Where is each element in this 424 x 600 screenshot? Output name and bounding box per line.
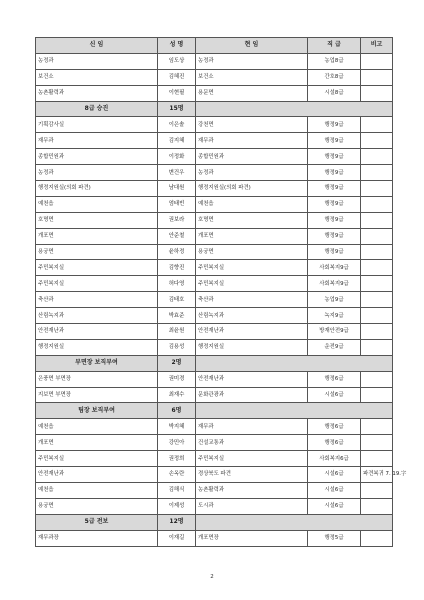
new-post-cell: 행정지원실(의회 파견) xyxy=(36,181,158,197)
note-cell xyxy=(361,260,393,276)
note-cell: 파견복귀 7. 19.字 xyxy=(361,467,393,483)
note-cell xyxy=(361,133,393,149)
new-post-cell: 예천읍 xyxy=(36,482,158,498)
rank-cell: 행정9급 xyxy=(308,165,361,181)
new-post-cell: 지보면 부면장 xyxy=(36,387,158,403)
section-title: 부면장 보직부여 xyxy=(36,355,158,371)
current-post-cell: 재무과 xyxy=(196,419,308,435)
rank-cell: 행정9급 xyxy=(308,228,361,244)
new-post-cell: 은풍면 부면장 xyxy=(36,371,158,387)
table-row xyxy=(36,212,393,228)
roster-body xyxy=(36,53,407,546)
table-row xyxy=(36,339,393,355)
section-header-row xyxy=(36,403,393,419)
table-row xyxy=(36,69,393,85)
table-row xyxy=(36,435,393,451)
section-filler xyxy=(196,101,393,117)
note-cell xyxy=(361,276,393,292)
person-name-cell: 이현필 xyxy=(158,85,196,101)
note-cell xyxy=(361,498,393,514)
person-name-cell: 엄태빈 xyxy=(158,196,196,212)
table-row xyxy=(36,308,393,324)
new-post-cell: 기획감사실 xyxy=(36,117,158,133)
table-row xyxy=(36,260,393,276)
current-post-cell: 보건소 xyxy=(196,69,308,85)
current-post-cell: 개포면 xyxy=(196,228,308,244)
note-cell xyxy=(361,69,393,85)
table-row xyxy=(36,292,393,308)
person-name-cell: 박효준 xyxy=(158,308,196,324)
table-row xyxy=(36,324,393,340)
note-cell xyxy=(361,308,393,324)
rank-cell: 사회복지6급 xyxy=(308,451,361,467)
new-post-cell: 주민복지실 xyxy=(36,451,158,467)
current-post-cell: 재무과 xyxy=(196,133,308,149)
table-row xyxy=(36,530,393,546)
section-header-row xyxy=(36,101,393,117)
new-post-cell: 예천읍 xyxy=(36,419,158,435)
section-count: 12명 xyxy=(158,514,196,530)
person-name-cell: 최윤원 xyxy=(158,324,196,340)
current-post-cell: 농정과 xyxy=(196,165,308,181)
section-title: 팀장 보직부여 xyxy=(36,403,158,419)
rank-cell: 행정9급 xyxy=(308,181,361,197)
new-post-cell: 농촌활력과 xyxy=(36,85,158,101)
header-rank: 직 급 xyxy=(308,38,361,54)
person-name-cell: 김태호 xyxy=(158,292,196,308)
note-cell xyxy=(361,85,393,101)
header-note: 비고 xyxy=(361,38,393,54)
table-row xyxy=(36,117,393,133)
table-row xyxy=(36,181,393,197)
note-cell xyxy=(361,117,393,133)
rank-cell: 행정9급 xyxy=(308,196,361,212)
current-post-cell: 종합민원과 xyxy=(196,149,308,165)
table-row xyxy=(36,276,393,292)
new-post-cell: 예천읍 xyxy=(36,196,158,212)
person-name-cell: 이정화 xyxy=(158,149,196,165)
note-cell xyxy=(361,292,393,308)
section-header-row xyxy=(36,514,393,530)
new-post-cell: 주민복지실 xyxy=(36,276,158,292)
new-post-cell: 주민복지실 xyxy=(36,260,158,276)
current-post-cell: 농정과 xyxy=(196,53,308,69)
rank-cell: 행정9급 xyxy=(308,212,361,228)
rank-cell: 행정6급 xyxy=(308,419,361,435)
new-post-cell: 재무과장 xyxy=(36,530,158,546)
section-count: 15명 xyxy=(158,101,196,117)
rank-cell: 녹지9급 xyxy=(308,308,361,324)
new-post-cell: 보건소 xyxy=(36,69,158,85)
section-title: 8급 승진 xyxy=(36,101,158,117)
section-title: 5급 전보 xyxy=(36,514,158,530)
table-row xyxy=(36,228,393,244)
new-post-cell: 호명면 xyxy=(36,212,158,228)
person-name-cell: 박지혜 xyxy=(158,419,196,435)
current-post-cell: 주민복지실 xyxy=(196,276,308,292)
new-post-cell: 종합민원과 xyxy=(36,149,158,165)
current-post-cell: 용궁면 xyxy=(196,244,308,260)
rank-cell: 행정9급 xyxy=(308,149,361,165)
rank-cell: 행정9급 xyxy=(308,133,361,149)
person-name-cell: 남대원 xyxy=(158,181,196,197)
new-post-cell: 개포면 xyxy=(36,435,158,451)
person-name-cell: 김향진 xyxy=(158,260,196,276)
table-row xyxy=(36,196,393,212)
person-name-cell: 임도상 xyxy=(158,53,196,69)
current-post-cell: 문화관광과 xyxy=(196,387,308,403)
current-post-cell: 강천면 xyxy=(196,117,308,133)
new-post-cell: 안전재난과 xyxy=(36,324,158,340)
person-name-cell: 윤하정 xyxy=(158,244,196,260)
new-post-cell: 용궁면 xyxy=(36,498,158,514)
current-post-cell: 건설교통과 xyxy=(196,435,308,451)
section-header-row xyxy=(36,355,393,371)
person-name-cell: 권정희 xyxy=(158,451,196,467)
rank-cell: 간호8급 xyxy=(308,69,361,85)
rank-cell: 시설8급 xyxy=(308,85,361,101)
new-post-cell: 산림녹지과 xyxy=(36,308,158,324)
rank-cell: 시설6급 xyxy=(308,387,361,403)
table-row xyxy=(36,419,393,435)
current-post-cell: 호명면 xyxy=(196,212,308,228)
note-cell xyxy=(361,530,393,546)
table-row xyxy=(36,133,393,149)
note-cell xyxy=(361,451,393,467)
table-row xyxy=(36,371,393,387)
current-post-cell: 주민복지실 xyxy=(196,451,308,467)
section-filler xyxy=(196,355,393,371)
current-post-cell: 축산과 xyxy=(196,292,308,308)
table-row xyxy=(36,244,393,260)
rank-cell: 방재안전9급 xyxy=(308,324,361,340)
new-post-cell: 안전재난과 xyxy=(36,467,158,483)
rank-cell: 시설6급 xyxy=(308,482,361,498)
current-post-cell: 안전재난과 xyxy=(196,371,308,387)
header-current-post: 현 임 xyxy=(196,38,308,54)
note-cell xyxy=(361,387,393,403)
person-name-cell: 최재수 xyxy=(158,387,196,403)
rank-cell: 사회복지9급 xyxy=(308,276,361,292)
section-filler xyxy=(196,403,393,419)
current-post-cell: 농촌활력과 xyxy=(196,482,308,498)
note-cell xyxy=(361,212,393,228)
note-cell xyxy=(361,435,393,451)
note-cell xyxy=(361,228,393,244)
new-post-cell: 행정지원실 xyxy=(36,339,158,355)
person-name-cell: 김용성 xyxy=(158,339,196,355)
rank-cell: 농업8급 xyxy=(308,53,361,69)
new-post-cell: 농정과 xyxy=(36,53,158,69)
person-name-cell: 김해식 xyxy=(158,482,196,498)
person-name-cell: 김혜진 xyxy=(158,69,196,85)
note-cell xyxy=(361,196,393,212)
header-name: 성 명 xyxy=(158,38,196,54)
rank-cell: 농업9급 xyxy=(308,292,361,308)
note-cell xyxy=(361,244,393,260)
table-row xyxy=(36,387,393,403)
person-name-cell: 변건우 xyxy=(158,165,196,181)
rank-cell: 행정9급 xyxy=(308,117,361,133)
new-post-cell: 농정과 xyxy=(36,165,158,181)
person-name-cell: 허다영 xyxy=(158,276,196,292)
current-post-cell: 개포면장 xyxy=(196,530,308,546)
page-number: 2 xyxy=(210,574,214,580)
person-name-cell: 이재길 xyxy=(158,530,196,546)
table-row xyxy=(36,165,393,181)
rank-cell: 행정6급 xyxy=(308,371,361,387)
table-row xyxy=(36,482,393,498)
section-count: 2명 xyxy=(158,355,196,371)
section-count: 6명 xyxy=(158,403,196,419)
table-row xyxy=(36,53,393,69)
rank-cell: 시설6급 xyxy=(308,467,361,483)
note-cell xyxy=(361,371,393,387)
table-row xyxy=(36,498,393,514)
table-row xyxy=(36,467,393,483)
note-cell xyxy=(361,53,393,69)
header-new-post: 신 임 xyxy=(36,38,158,54)
current-post-cell: 산림녹지과 xyxy=(196,308,308,324)
current-post-cell: 예천읍 xyxy=(196,196,308,212)
person-name-cell: 이은솔 xyxy=(158,117,196,133)
new-post-cell: 용궁면 xyxy=(36,244,158,260)
current-post-cell: 행정지원실 xyxy=(196,339,308,355)
note-cell xyxy=(361,482,393,498)
table-header-row xyxy=(36,38,393,54)
current-post-cell: 용문면 xyxy=(196,85,308,101)
person-name-cell: 권보라 xyxy=(158,212,196,228)
new-post-cell: 개포면 xyxy=(36,228,158,244)
note-cell xyxy=(361,324,393,340)
current-post-cell: 행정지원실(의회 파견) xyxy=(196,181,308,197)
rank-cell: 운전9급 xyxy=(308,339,361,355)
rank-cell: 행정9급 xyxy=(308,244,361,260)
note-cell xyxy=(361,419,393,435)
new-post-cell: 축산과 xyxy=(36,292,158,308)
rank-cell: 시설6급 xyxy=(308,498,361,514)
rank-cell: 행정6급 xyxy=(308,435,361,451)
person-name-cell: 손옥란 xyxy=(158,467,196,483)
current-post-cell: 안전재난과 xyxy=(196,324,308,340)
table-row xyxy=(36,85,393,101)
section-filler xyxy=(196,514,393,530)
person-name-cell: 김지혜 xyxy=(158,133,196,149)
person-name-cell: 권미경 xyxy=(158,371,196,387)
current-post-cell: 도시과 xyxy=(196,498,308,514)
current-post-cell: 경상북도 파견 xyxy=(196,467,308,483)
new-post-cell: 재무과 xyxy=(36,133,158,149)
note-cell xyxy=(361,165,393,181)
person-name-cell: 이제성 xyxy=(158,498,196,514)
person-name-cell: 안준철 xyxy=(158,228,196,244)
note-cell xyxy=(361,339,393,355)
note-cell xyxy=(361,149,393,165)
note-cell xyxy=(361,181,393,197)
personnel-roster-table xyxy=(35,37,407,547)
rank-cell: 행정5급 xyxy=(308,530,361,546)
table-row xyxy=(36,149,393,165)
rank-cell: 사회복지9급 xyxy=(308,260,361,276)
current-post-cell: 주민복지실 xyxy=(196,260,308,276)
table-row xyxy=(36,451,393,467)
person-name-cell: 강민아 xyxy=(158,435,196,451)
